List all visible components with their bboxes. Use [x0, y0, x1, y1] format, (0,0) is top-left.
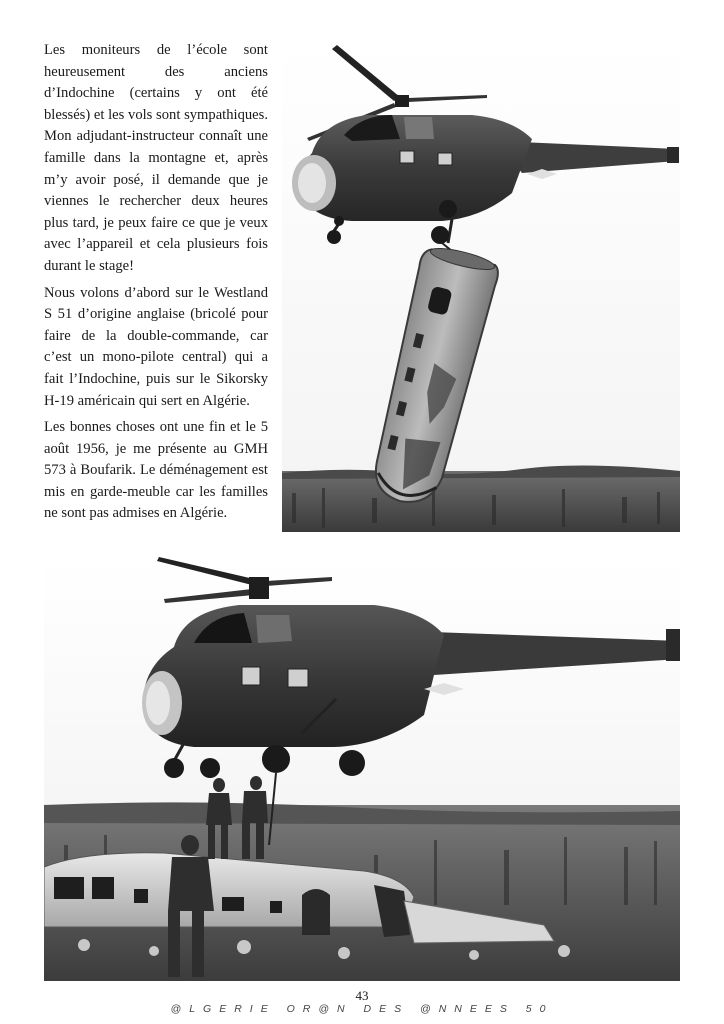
photo-helicopter-lifting-fuselage: [282, 43, 680, 532]
article-text: [44, 40, 268, 530]
paragraph-1: Les moniteurs de l’école sont heureusement des anciens d’Indochine (certains y ont été blessés) et les vols sont sympathiques. Mon adjudant-instructeur connaît une famille dans la montagne et, après m’y avoir posé, il demande que je viennes le rechercher deux heures plus tard, je peux faire ce que je veux avec l’appareil et cela plusieurs fois durant le stage!: [44, 42, 268, 274]
paragraph-2: Nous volons d’abord sur le Westland S 51 d’origine anglaise (bricolé pour faire de la double-commande, car c’est un mono-pilote central) qui a fait l’Indochine, puis sur le Sikorsky H-19 américain qui sert en Algérie.: [44, 284, 268, 409]
page-number: 43: [355, 988, 369, 1003]
photo-helicopter-over-wreck: [44, 555, 680, 981]
running-footer: @LGERIE OR@N DES @NNEES 50: [170, 1003, 554, 1015]
paragraph-3: Les bonnes choses ont une fin et le 5 août 1956, je me présente au GMH 573 à Boufarik. Le déménagement est mis en garde-meuble car les familles ne sont pas admises en Algérie.: [44, 419, 268, 522]
